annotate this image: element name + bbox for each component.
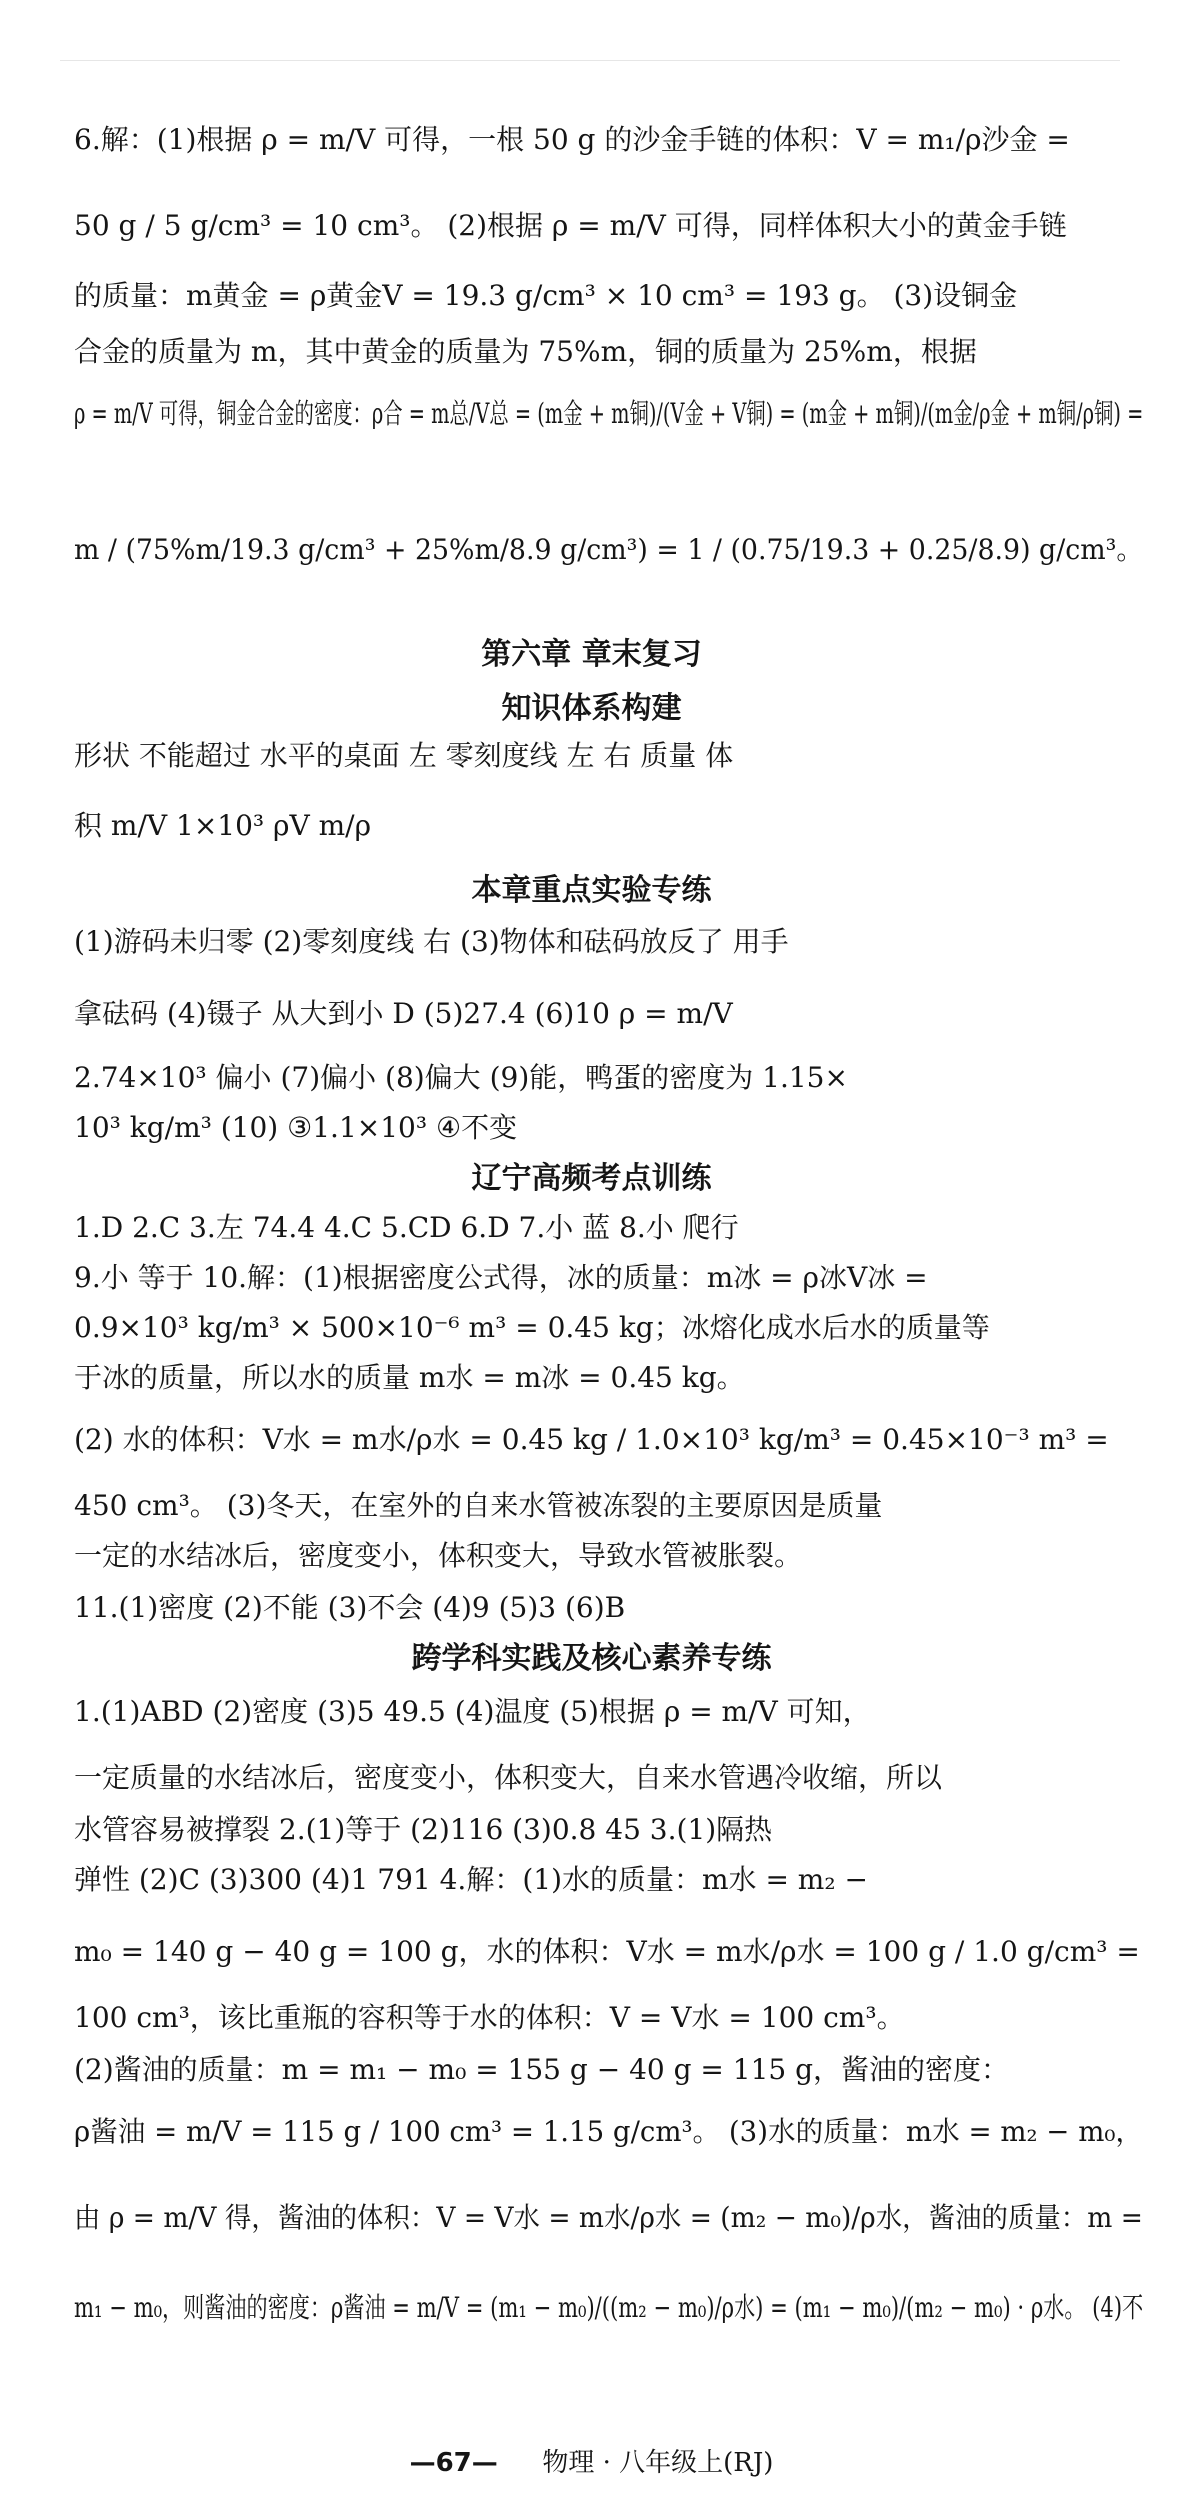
section-heading: 本章重点实验专练 <box>471 873 712 908</box>
text-line: 50 g / 5 g/cm³ = 10 cm³。 (2)根据 ρ = m/V 可得，同样体积大小的黄金手链 <box>74 209 1067 242</box>
text-line: (2) 水的体积：V水 = m水/ρ水 = 0.45 kg / 1.0×10³ kg/m³ = 0.45×10⁻³ m³ = <box>74 1423 1109 1456</box>
page-footer <box>0 2446 1183 2480</box>
chapter-title: 第六章 章末复习 <box>481 637 702 672</box>
book-subject: 物理 · 八年级上(RJ) <box>542 2448 774 2478</box>
text-line: 形状 不能超过 水平的桌面 左 零刻度线 左 右 质量 体 <box>74 739 734 772</box>
text-line: 2.74×10³ 偏小 (7)偏小 (8)偏大 (9)能，鸭蛋的密度为 1.15× <box>74 1061 848 1094</box>
text-line: 6.解：(1)根据 ρ = m/V 可得，一根 50 g 的沙金手链的体积：V = m₁/ρ沙金 = <box>74 123 1070 156</box>
top-divider <box>60 60 1120 61</box>
section-heading: 辽宁高频考点训练 <box>471 1161 712 1196</box>
page-number: —67— <box>409 2448 498 2478</box>
text-line: 拿砝码 (4)镊子 从大到小 D (5)27.4 (6)10 ρ = m/V <box>74 997 733 1030</box>
text-line: 的质量：m黄金 = ρ黄金V = 19.3 g/cm³ × 10 cm³ = 193 g。 (3)设铜金 <box>74 279 1018 312</box>
text-line: ρ酱油 = m/V = 115 g / 100 cm³ = 1.15 g/cm³。 (3)水的质量：m水 = m₂ − m₀， <box>74 2115 1144 2148</box>
text-line: 1.(1)ABD (2)密度 (3)5 49.5 (4)温度 (5)根据 ρ = m/V 可知， <box>74 1695 871 1728</box>
text-line: 由 ρ = m/V 得，酱油的体积：V = V水 = m水/ρ水 = (m₂ − m₀)/ρ水，酱油的质量：m = <box>74 2201 1143 2234</box>
text-line: 水管容易被撑裂 2.(1)等于 (2)116 (3)0.8 45 3.(1)隔热 <box>74 1813 773 1846</box>
text-line: 合金的质量为 m，其中黄金的质量为 75%m，铜的质量为 25%m，根据 <box>74 335 977 368</box>
text-line: 100 cm³，该比重瓶的容积等于水的体积：V = V水 = 100 cm³。 <box>74 2001 905 2034</box>
text-line: 于冰的质量，所以水的质量 m水 = m冰 = 0.45 kg。 <box>74 1361 745 1394</box>
section-heading: 跨学科实践及核心素养专练 <box>411 1641 772 1676</box>
text-line: ρ = m/V 可得，铜金合金的密度：ρ合 = m总/V总 = (m金 + m铜)/(V金 + V铜) = (m金 + m铜)/(m金/ρ金 + m铜/ρ铜) = <box>74 397 1144 430</box>
text-line: 积 m/V 1×10³ ρV m/ρ <box>74 809 372 842</box>
text-line: 一定质量的水结冰后，密度变小，体积变大，自来水管遇冷收缩，所以 <box>74 1761 943 1794</box>
text-line: 10³ kg/m³ (10) ③1.1×10³ ④不变 <box>74 1111 518 1144</box>
text-line: 一定的水结冰后，密度变小，体积变大，导致水管被胀裂。 <box>74 1539 803 1572</box>
text-line: 0.9×10³ kg/m³ × 500×10⁻⁶ m³ = 0.45 kg；冰熔化成水后水的质量等 <box>74 1311 990 1344</box>
text-line: (1)游码未归零 (2)零刻度线 右 (3)物体和砝码放反了 用手 <box>74 925 789 958</box>
text-line: 9.小 等于 10.解：(1)根据密度公式得，冰的质量：m冰 = ρ冰V冰 = <box>74 1261 928 1294</box>
text-line: m₁ − m₀，则酱油的密度：ρ酱油 = m/V = (m₁ − m₀)/((m₂ − m₀)/ρ水) = (m₁ − m₀)/(m₂ − m₀) · ρ水。 (4)不 <box>74 2291 1144 2324</box>
text-line: (2)酱油的质量：m = m₁ − m₀ = 155 g − 40 g = 115 g，酱油的密度： <box>74 2053 1010 2086</box>
text-line: m / (75%m/19.3 g/cm³ + 25%m/8.9 g/cm³) = 1 / (0.75/19.3 + 0.25/8.9) g/cm³。 <box>74 533 1144 566</box>
text-line: m₀ = 140 g − 40 g = 100 g，水的体积：V水 = m水/ρ水 = 100 g / 1.0 g/cm³ = <box>74 1935 1140 1968</box>
text-line: 弹性 (2)C (3)300 (4)1 791 4.解：(1)水的质量：m水 = m₂ − <box>74 1863 868 1896</box>
text-line: 11.(1)密度 (2)不能 (3)不会 (4)9 (5)3 (6)B <box>74 1591 626 1624</box>
text-line: 450 cm³。 (3)冬天，在室外的自来水管被冻裂的主要原因是质量 <box>74 1489 883 1522</box>
section-heading: 知识体系构建 <box>501 691 682 726</box>
text-line: 1.D 2.C 3.左 74.4 4.C 5.CD 6.D 7.小 蓝 8.小 爬行 <box>74 1211 739 1244</box>
